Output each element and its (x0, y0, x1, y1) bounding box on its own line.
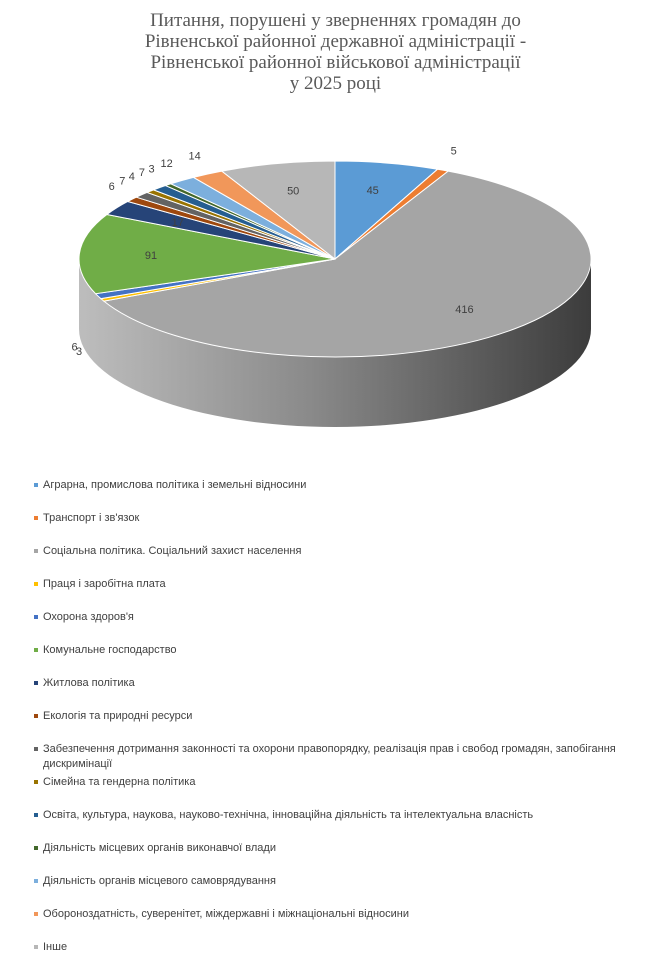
legend-label: Інше (43, 941, 68, 953)
legend-item (34, 577, 654, 592)
pie-data-label: 14 (188, 150, 201, 163)
pie-data-label: 3 (148, 163, 155, 176)
legend-item (34, 676, 654, 691)
pie-data-label: 7 (138, 167, 145, 179)
legend-label: Соціальна політика. Соціальний захист населення (43, 545, 302, 557)
pie-data-label: 7 (119, 175, 126, 188)
legend-label: Комунальне господарство (43, 644, 177, 656)
legend-item (34, 874, 654, 889)
pie-data-label: 416 (455, 304, 474, 317)
legend-item (34, 808, 654, 823)
pie-data-label: 3 (76, 345, 83, 358)
legend-swatch (34, 615, 38, 619)
pie-data-label: 50 (287, 185, 300, 198)
legend-item (34, 610, 654, 625)
legend-label: Транспорт і зв'язок (43, 512, 140, 524)
legend-label: Діяльність місцевих органів виконавчої влади (43, 842, 276, 854)
pie-data-label: 45 (366, 184, 379, 197)
legend-item (34, 841, 654, 856)
chart-title-line-3: Рівненської районної військової адміністрації (150, 52, 521, 73)
pie-data-label: 4 (128, 171, 135, 184)
legend-item (34, 907, 654, 922)
legend-swatch (34, 747, 38, 751)
legend-swatch (34, 879, 38, 883)
pie-data-label: 17 (171, 217, 184, 230)
legend-label: Праця і заробітна плата (43, 578, 166, 590)
legend-label: Аграрна, промислова політика і земельні відносини (43, 479, 307, 491)
legend-swatch (34, 681, 38, 685)
pie-data-label: 6 (71, 341, 78, 354)
legend-label: Житлова політика (43, 677, 135, 689)
pie-chart (0, 110, 671, 460)
legend-swatch (34, 780, 38, 784)
legend-item (34, 478, 654, 493)
legend-label: Екологія та природні ресурси (43, 710, 193, 722)
legend-item (34, 940, 654, 955)
legend-swatch (34, 648, 38, 652)
legend-swatch (34, 582, 38, 586)
legend-swatch (34, 714, 38, 718)
pie-data-label: 5 (450, 145, 457, 158)
legend-item (34, 775, 654, 790)
legend-label: Забезпечення дотримання законності та охорони правопорядку, реалізація прав і свобод громадян, запобігання дискримінації (43, 743, 616, 770)
pie-data-label: 12 (160, 158, 173, 171)
chart-title-line-1: Питання, порушені у зверненнях громадян до (150, 10, 521, 31)
pie-data-label: 6 (108, 181, 115, 194)
legend-item (34, 742, 654, 772)
legend-label: Обороноздатність, суверенітет, міждержавні і міжнаціональні відносини (43, 908, 410, 920)
legend-swatch (34, 483, 38, 487)
legend-swatch (34, 912, 38, 916)
pie-data-label: 91 (144, 250, 158, 263)
legend-label: Сімейна та гендерна політика (43, 776, 196, 788)
legend-swatch (34, 813, 38, 817)
legend-item (34, 544, 654, 559)
legend-swatch (34, 945, 38, 949)
legend-swatch (34, 846, 38, 850)
legend-label: Освіта, культура, наукова, науково-технічна, інноваційна діяльність та інтелектуальна власність (43, 809, 534, 821)
legend-item (34, 643, 654, 658)
chart-title-line-2: Рівненської районної державної адміністрації - (144, 31, 527, 52)
legend-label: Діяльність органів місцевого самоврядування (43, 875, 276, 887)
chart-title (60, 10, 611, 94)
legend-label: Охорона здоров'я (43, 611, 134, 623)
chart-title-line-4: у 2025 році (289, 73, 382, 94)
legend-swatch (34, 549, 38, 553)
legend-swatch (34, 516, 38, 520)
legend-item (34, 511, 654, 526)
legend-item (34, 709, 654, 724)
